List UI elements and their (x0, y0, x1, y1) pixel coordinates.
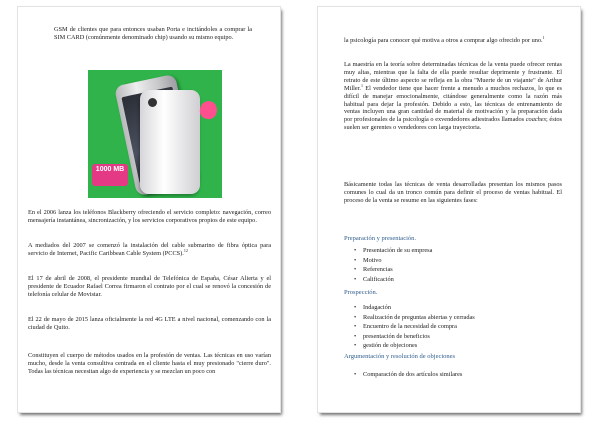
paragraph-fibra-optica: A mediados del 2007 se comenzó la instalación del cable submarino de fibra óptica para servicio de Internet, Pacific Caribbean Cable System (PCCS).$^{12}$ (28, 242, 271, 257)
intro-paragraph: GSM de clientes que para entonces usaban Porta e incitándoles a comprar la SIM CARD (comúnmente denominado chip) usando su mismo equipo. (54, 26, 252, 41)
list-preparacion (344, 246, 562, 284)
footnote-marker: 1 (360, 82, 363, 88)
heading-argumentacion: Argumentación y resolución de objeciones (344, 353, 456, 360)
paragraph-concesion: El 17 de abril de 2008, el presidente mundial de Telefónica de España, César Alierta y el presidente de Ecuador Rafael Correa firmaron el contrato por el cual se renovó la concesión de telefonía celular de Movistar. (28, 275, 271, 298)
left-page (18, 7, 280, 412)
list-argumentacion (344, 370, 562, 380)
ad-price-badge: 1000 MB (92, 164, 128, 186)
phone-advertisement-image (88, 70, 222, 198)
list-item: • Indagación (344, 303, 562, 313)
list-item: • presentación de beneficios (344, 332, 562, 342)
list-prospeccion (344, 303, 562, 351)
right-page (318, 7, 580, 412)
list-item: • Realización de preguntas abiertas y cerradas (344, 313, 562, 323)
paragraph-maestria: La maestría en la teoría sobre determinadas técnicas de la venta puede ofrecer rentas muy altas, mientras que la falta de ella puede resultar deprimente y frustrante. El retrato de este último aspecto se refleja en la obra "Muerte de un viajante" de Arthur Miller.$^1$ El vendedor tiene que hacer frente a menudo a muchos rechazos, lo que es difícil de manejar emocionalmente, citándose generalmente como la razón más habitual para dejar la profesión. Debido a esto, las técnicas de entrenamiento de ventas incluyen una gran cantidad de material de motivación y la preparación dada por profesionales de la psicología o exvendedores adiestrados llamados coaches; éstos suelen ser gerentes o vendedores con larga trayectoria. (344, 61, 562, 132)
list-item: • gestión de objeciones (344, 341, 562, 351)
paragraph-proceso-venta: Básicamente todas las técnicas de venta desarrolladas presentan los mismos pasos comunes lo cual da un tronco común para definir el proceso de ventas habitual. El proceso de la venta se resume en las siguientes fases: (344, 181, 562, 204)
list-item: • Comparación de dos artículos similares (344, 370, 562, 380)
list-item: • Presentación de su empresa (344, 246, 562, 256)
paragraph-blackberry: En el 2006 lanza los teléfonos Blackberry ofreciendo el servicio completo: navegación, correo mensajería instantánea, sincronización, y los servicios corporativos propios de este equipo. (28, 209, 271, 224)
paragraph-psicologia: la psicología para conocer qué motiva a otros a comprar algo ofrecido por uno.$^1$ (344, 35, 545, 44)
heading-prospeccion: Prospección. (344, 289, 378, 296)
phone-front-illustration (140, 90, 200, 194)
list-item: • Encuentro de la necesidad de compra (344, 322, 562, 332)
list-item: • Motivo (344, 256, 562, 266)
heading-preparacion: Preparación y presentación. (344, 235, 417, 242)
list-item: • Calificación (344, 275, 562, 285)
paragraph-tecnicas-venta: Constituyen el cuerpo de métodos usados en la profesión de ventas. Las técnicas en uso varían mucho, desde la venta consultiva centrada en el cliente hasta el muy presionado "cierre duro". Todas las técnicas necesitan algo de experiencia y se mezclan un poco con (28, 352, 271, 375)
list-item: • Referencias (344, 265, 562, 275)
paragraph-4g-lte: El 22 de mayo de 2015 lanza oficialmente la red 4G LTE a nivel nacional, comenzando con la ciudad de Quito. (28, 316, 271, 331)
heart-icon (198, 99, 218, 120)
footnote-marker: 1 (542, 35, 545, 40)
footnote-marker: 12 (183, 247, 188, 253)
